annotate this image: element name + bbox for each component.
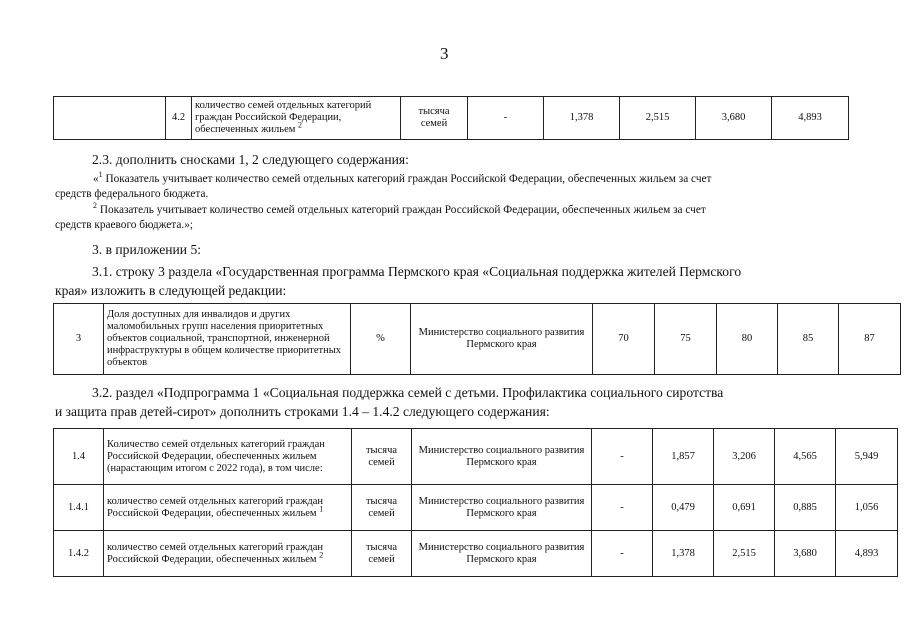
row-value-3: 4,565 [775,429,836,485]
row-unit: тысяча семей [352,531,412,577]
table-row [54,97,849,140]
row-col6: - [592,531,653,577]
row-value-3: 3,680 [775,531,836,577]
row-value-4: 5,949 [836,429,898,485]
row-value-1: 1,378 [653,531,714,577]
row-org: Министерство социального развития Пермского края [412,485,592,531]
table-top [53,96,849,140]
row-col6: - [468,97,544,140]
row-value-4: 4,893 [836,531,898,577]
row-code: 4.2 [166,97,192,140]
row-value-3: 0,885 [775,485,836,531]
footnote-2: $^2$ Показатель учитывает количество семей отдельных категорий граждан Российской Федерации, обеспеченных жильем за счет средств краевого бюджета.»; [55,201,706,231]
row-name: количество семей отдельных категорий граждан Российской Федерации, обеспеченных жильем $^1$ [104,485,352,531]
footnote-1: «$^1$ Показатель учитывает количество семей отдельных категорий граждан Российской Федерации, обеспеченных жильем за счет средств федерального бюджета. [55,170,712,200]
table-row [54,304,901,375]
page-number: 3 [440,44,449,63]
row-value-2: 2,515 [714,531,775,577]
row-value-1: 1,857 [653,429,714,485]
row-value-3: 80 [717,304,778,375]
row-col6: - [592,429,653,485]
row-unit: тысяча семей [352,429,412,485]
row-code: 1.4.1 [54,485,104,531]
row-value-2: 2,515 [620,97,696,140]
row-value-4: 1,056 [836,485,898,531]
row-value-4: 4,893 [772,97,849,140]
row-value-4: 85 [778,304,839,375]
row-value-2: 3,206 [714,429,775,485]
paragraph-3: 3. в приложении 5: [92,242,202,257]
row-name: Доля доступных для инвалидов и других маломобильных групп населения приоритетных объектов социальной, транспортной, инженерной инфраструктуры в общем количестве приоритетных объектов [104,304,351,375]
row-code: 1.4.2 [54,531,104,577]
table-row [54,531,898,577]
row-org: Министерство социального развития Пермского края [412,531,592,577]
row-unit: % [351,304,411,375]
row-value-1: 0,479 [653,485,714,531]
paragraph-2-3: 2.3. дополнить сносками 1, 2 следующего содержания: [92,152,409,167]
row-org: Министерство социального развития Пермского края [412,429,592,485]
table-row [54,485,898,531]
row-name: Количество семей отдельных категорий граждан Российской Федерации, обеспеченных жильем (нарастающим итогом с 2022 года), в том числе: [104,429,352,485]
row-value-5: 87 [839,304,901,375]
row-col6: - [592,485,653,531]
row-name: количество семей отдельных категорий граждан Российской Федерации, обеспеченных жильем $^2$ [104,531,352,577]
paragraph-3-1: 3.1. строку 3 раздела «Государственная программа Пермского края «Социальная поддержка жителей Пермского края» изложить в следующей редакции: [55,264,742,298]
row-name: количество семей отдельных категорий граждан Российской Федерации, обеспеченных жильем $^2$ [192,97,401,140]
row-value-2: 0,691 [714,485,775,531]
row-value-3: 3,680 [696,97,772,140]
row-code: 1.4 [54,429,104,485]
row-value-1: 1,378 [544,97,620,140]
table-mid [53,303,901,375]
table-bottom [53,428,898,577]
row-value-1: 70 [593,304,655,375]
row-code: 3 [54,304,104,375]
row-value-2: 75 [655,304,717,375]
row-unit: тысяча семей [352,485,412,531]
paragraph-3-2: 3.2. раздел «Подпрограмма 1 «Социальная поддержка семей с детьми. Профилактика социального сиротства и защита прав детей-сирот» дополнить строками 1.4 – 1.4.2 следующего содержания: [55,385,724,419]
row-org: Министерство социального развития Пермского края [411,304,593,375]
empty-cell [54,97,166,140]
table-row [54,429,898,485]
row-unit: тысяча семей [401,97,468,140]
